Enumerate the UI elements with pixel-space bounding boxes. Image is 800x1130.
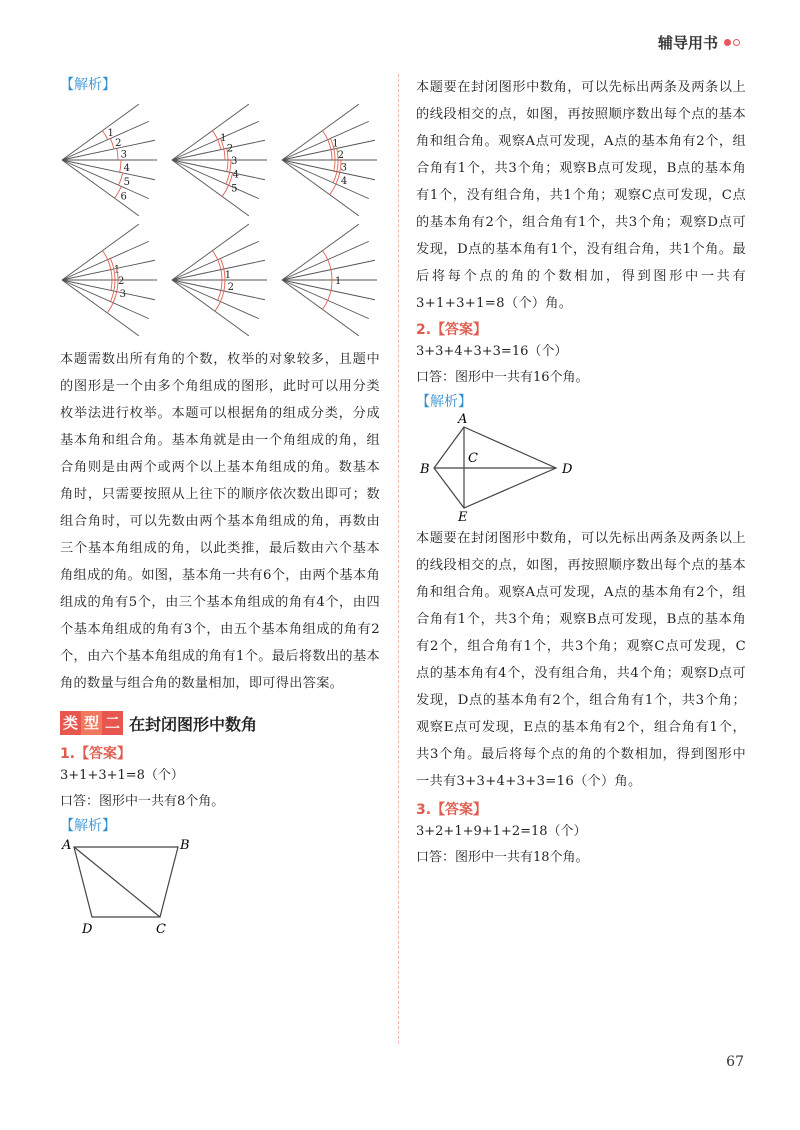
kite-point-a: A bbox=[458, 413, 468, 427]
point-b-label: B bbox=[180, 838, 190, 853]
angle-label: 6 bbox=[120, 191, 127, 203]
angle-label: 4 bbox=[232, 169, 239, 181]
q2-answer-label: 2.【答案】 bbox=[416, 322, 488, 338]
angle-label: 5 bbox=[123, 177, 131, 189]
angle-fan-1 bbox=[62, 104, 157, 216]
book-title: 辅导用书 bbox=[657, 34, 718, 52]
point-c-label: C bbox=[156, 922, 166, 937]
angle-label: 1 bbox=[113, 264, 121, 276]
header-dots-icon bbox=[724, 39, 740, 46]
angle-label: 5 bbox=[231, 183, 238, 195]
ray bbox=[62, 160, 149, 199]
page-number: 67 bbox=[726, 1054, 744, 1070]
angle-label: 2 bbox=[226, 143, 234, 155]
q1-analysis-label: 【解析】 bbox=[60, 818, 116, 834]
angle-label: 3 bbox=[119, 288, 127, 300]
angle-fan-4 bbox=[62, 224, 157, 336]
analysis-label: 【解析】 bbox=[60, 77, 116, 93]
ray bbox=[282, 241, 369, 280]
q1-equation: 3+1+3+1=8（个） bbox=[60, 768, 184, 783]
angle-fan-figures bbox=[60, 98, 380, 338]
angle-label: 3 bbox=[120, 149, 128, 161]
q2-analysis-paragraph: 本题要在封闭图形中数角，可以先标出两条及两条以上的线段相交的点，如图，再按照顺序数出每个点的基本角和组合角。观察A点可发现，A点的基本角有2个，组合角有1个，共3个角；观察B点可发现，B点的基本角有2个，组合角有1个，共3个角；观察C点可发现，C点的基本角有4个，没有组合角，共4个角；观察D点可发现，D点的基本角有2个，组合角有1个，共3个角；观察E点可发现，E点的基本角有2个，组合角有1个，共3个角。最后将每个点的角的个数相加，得到图形中一共有3+3+4+3+3=16（个）角。 bbox=[416, 531, 746, 789]
kite-figure bbox=[416, 413, 586, 523]
angle-label: 4 bbox=[340, 176, 348, 188]
section-tag-2: 型 bbox=[81, 711, 102, 735]
angle-label: 3 bbox=[340, 162, 348, 174]
section-heading bbox=[60, 711, 380, 735]
quadrilateral-figure bbox=[60, 837, 210, 937]
q3-answer-label: 3.【答案】 bbox=[416, 802, 488, 818]
left-column bbox=[60, 74, 380, 937]
ray bbox=[282, 280, 369, 319]
analysis-paragraph: 本题需数出所有角的个数，枚举的对象较多，且题中的图形是一个由多个角组成的图形，此时可以用分类枚举法进行枚举。本题可以根据角的组成分类，分成基本角和组合角。基本角就是由一个角组成的角，组合角则是由两个或两个以上基本角组成的角。数基本角时，只需要按照从上往下的顺序依次数出即可；数组合角时，可以先数由两个基本角组成的角，再数由三个基本角组成的角，以此类推，最后数由六个基本角组成的角。如图，基本角一共有6个，由两个基本角组成的角有5个，由三个基本角组成的角有4个，由四个基本角组成的角有3个，由五个基本角组成的角有2个，由六个基本角组成的角有1个。最后将数出的基本角的数量与组合角的数量相加，即可得出答案。 bbox=[60, 352, 380, 691]
angle-fan-3 bbox=[282, 104, 377, 216]
angle-label: 2 bbox=[118, 276, 125, 287]
angle-label: 1 bbox=[224, 270, 232, 282]
q1-answer: 口答：图形中一共有8个角。 bbox=[60, 794, 225, 809]
ray bbox=[172, 280, 259, 319]
ray bbox=[282, 160, 369, 199]
running-header bbox=[658, 32, 740, 53]
kite-point-e: E bbox=[458, 510, 468, 523]
angle-fan-6 bbox=[282, 224, 377, 336]
angle-arc bbox=[117, 148, 118, 160]
kite-point-d: D bbox=[562, 462, 573, 477]
angle-label: 3 bbox=[231, 156, 238, 167]
ray bbox=[172, 160, 259, 199]
ray bbox=[62, 121, 149, 160]
section-tag-1: 类 bbox=[60, 711, 81, 735]
angle-label: 2 bbox=[227, 282, 235, 294]
q3-answer: 口答：图形中一共有18个角。 bbox=[416, 850, 589, 865]
ray bbox=[172, 241, 259, 280]
q1-analysis-paragraph: 本题要在封闭图形中数角，可以先标出两条及两条以上的线段相交的点，如图，再按照顺序数出每个点的基本角和组合角。观察A点可发现，A点的基本角有2个，组合角有1个，共3个角；观察B点可发现，B点的基本角有1个，没有组合角，共1个角；观察C点可发现，C点的基本角有2个，组合角有1个，共3个角；观察D点可发现，D点的基本角有1个，没有组合角，共1个角。最后将每个点的角的个数相加，得到图形中一共有3+1+3+1=8（个）角。 bbox=[416, 80, 746, 311]
section-tag bbox=[60, 711, 123, 735]
angle-label: 4 bbox=[123, 162, 131, 174]
angle-arc bbox=[120, 160, 121, 172]
angle-arc bbox=[119, 173, 123, 185]
q2-analysis-label: 【解析】 bbox=[416, 394, 472, 410]
q2-equation: 3+3+4+3+3=16（个） bbox=[416, 344, 568, 359]
right-column bbox=[416, 74, 746, 871]
angle-label: 2 bbox=[115, 137, 122, 149]
ray bbox=[62, 241, 149, 280]
column-divider bbox=[398, 74, 399, 1044]
ray bbox=[62, 280, 149, 319]
kite-point-c: C bbox=[468, 451, 478, 466]
ray bbox=[172, 121, 259, 160]
angle-fan-2 bbox=[172, 104, 267, 216]
section-title: 在封闭图形中数角 bbox=[129, 714, 258, 734]
ray bbox=[282, 121, 369, 160]
angle-label: 1 bbox=[107, 128, 114, 139]
angle-fan-5 bbox=[172, 224, 267, 336]
angle-label: 1 bbox=[220, 133, 227, 145]
kite-point-b: B bbox=[420, 462, 430, 477]
q3-equation: 3+2+1+9+1+2=18（个） bbox=[416, 824, 587, 839]
q2-answer: 口答：图形中一共有16个角。 bbox=[416, 370, 589, 385]
point-a-label: A bbox=[62, 838, 72, 853]
angle-label: 1 bbox=[332, 138, 339, 150]
section-tag-3: 二 bbox=[102, 711, 123, 735]
angle-label: 1 bbox=[335, 276, 342, 287]
angle-arc bbox=[322, 131, 332, 160]
point-d-label: D bbox=[82, 922, 93, 937]
angle-label: 2 bbox=[337, 149, 345, 161]
angle-arc bbox=[110, 138, 113, 149]
q1-answer-label: 1.【答案】 bbox=[60, 746, 132, 762]
angle-arc bbox=[333, 148, 338, 182]
